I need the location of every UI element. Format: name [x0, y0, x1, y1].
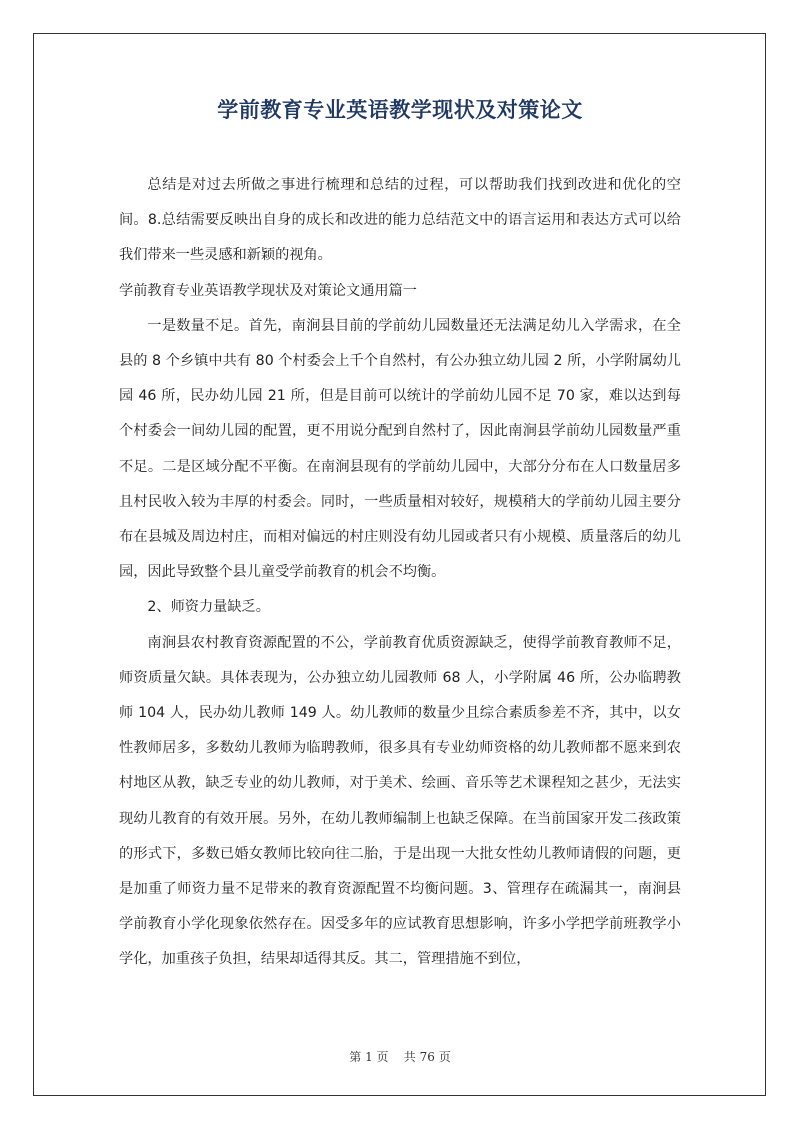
paragraph-teachers: 南涧县农村教育资源配置的不公，学前教育优质资源缺乏，使得学前教育教师不足，师资质量欠缺。具体表现为，公办独立幼儿园教师 68 人，小学附属 46 所，公办临聘教师 104 人，民办幼儿教师 149 人。幼儿教师的数量少且综合素质参差不齐，其中，以女性教师居多，多数幼儿教师为临聘教师，很多具有专业幼师资格的幼儿教师都不愿来到农村地区从教，缺乏专业的幼儿教师，对于美术、绘画、音乐等艺术课程知之甚少，无法实现幼儿教育的有效开展。另外，在幼儿教师编制上也缺乏保障。在当前国家开发二孩政策的形式下，多数已婚女教师比较向往二胎，于是出现一大批女性幼儿教师请假的问题，更是加重了师资力量不足带来的教育资源配置不均衡问题。3、管理存在疏漏其一，南涧县学前教育小学化现象依然存在。因受多年的应试教育思想影响，许多小学把学前班教学小学化，加重孩子负担，结果却适得其反。其二，管理措施不到位， — [119, 634, 681, 968]
document-content — [119, 90, 681, 978]
page-number-footer: 第 1 页 共 76 页 — [349, 1050, 451, 1064]
paragraph-quantity: 一是数量不足。首先，南涧县目前的学前幼儿园数量还无法满足幼儿入学需求，在全县的 8 个乡镇中共有 80 个村委会上千个自然村，有公办独立幼儿园 2 所，小学附属幼儿园 46 所，民办幼儿园 21 所，但是目前可以统计的学前幼儿园不足 70 家，难以达到每个村委会一间幼儿园的配置，更不用说分配到自然村了，因此南涧县学前幼儿园数量严重不足。二是区域分配不平衡。在南涧县现有的学前幼儿园中，大部分分布在人口数量居多且村民收入较为丰厚的村委会。同时，一些质量相对较好，规模稍大的学前幼儿园主要分布在县城及周边村庄，而相对偏远的村庄则没有幼儿园或者只有小规模、质量落后的幼儿园，因此导致整个县儿童受学前教育的机会不均衡。 — [119, 317, 681, 581]
paragraph-intro: 总结是对过去所做之事进行梳理和总结的过程，可以帮助我们找到改进和优化的空间。8.总结需要反映出自身的成长和改进的能力总结范文中的语言运用和表达方式可以给我们带来一些灵感和新颖的视角。 — [119, 177, 681, 264]
document-body — [119, 168, 681, 978]
subheading-teachers: 2、师资力量缺乏。 — [147, 599, 270, 616]
document-title: 学前教育专业英语教学现状及对策论文 — [217, 98, 583, 122]
section-heading: 学前教育专业英语教学现状及对策论文通用篇一 — [119, 282, 417, 299]
